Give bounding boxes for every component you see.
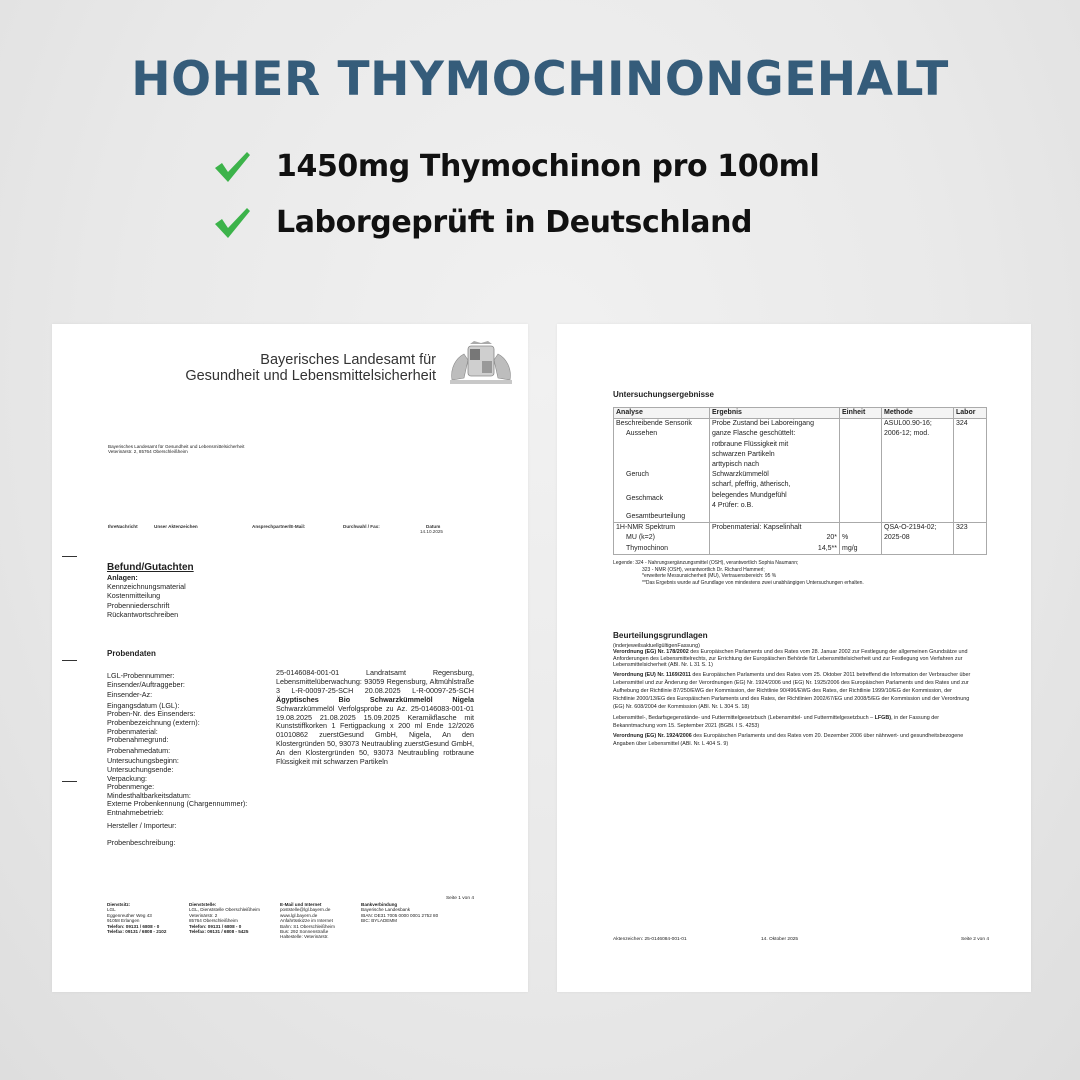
sender-line: Veterinärstr. 2, 85764 Oberschleißheim bbox=[108, 449, 188, 455]
field-label: Probenbezeichnung (extern): bbox=[107, 717, 200, 727]
headline: HOHER THYMOCHINONGEHALT bbox=[131, 52, 949, 107]
assessment-basis bbox=[613, 631, 973, 750]
table-row bbox=[614, 419, 987, 523]
methode-cell: QSA-O-2194-02; 2025-08 bbox=[882, 523, 954, 555]
einheit-cell: % mg/g bbox=[840, 523, 882, 555]
regulation-item: Verordnung (EG) Nr. 178/2002 des Europäischen Parlaments und des Rates vom 28. Januar 2002 zur Festlegung der allgemeinen Grundsätze und Anforderungen des Lebensmittelrechts, zur Errichtung der Europäischen Behörde für Lebensmittelsicherheit und zur Festlegung von Verfahren zur Lebensmittelsicherheit (ABl. Nr. L 31 S. 1) bbox=[613, 649, 968, 669]
field-label: Einsender/Auftraggeber: bbox=[107, 679, 185, 689]
sender-line: Bayerisches Landesamt für Gesundheit und Lebensmittelsicherheit bbox=[108, 444, 245, 449]
methode-cell: ASUL00.90-16; 2006-12; mod. bbox=[882, 419, 954, 523]
feature-text: 1450mg Thymochinon pro 100ml bbox=[276, 148, 820, 184]
labor-cell: 323 bbox=[954, 523, 987, 555]
sample-value-text: Schwarzkümmelöl Verfolgsprobe zu Az. 25-0146083-001-01 19.08.2025 21.08.2025 15.09.2025 Keramikflasche mit Kunststiffkorken 1 Fertigpackung x 200 ml Ende 12/2026 01010862 zuerstGesund GmbH, Nigela, An den Klostergründen 50, 93073 Neutraubling zuerstGesund GmbH, An den Klostergründen 50, 93073 Neutraubling rotbraune Flüssigkeit mit schwarzen Partikeln bbox=[276, 703, 474, 767]
field-label: Probenbeschreibung: bbox=[107, 838, 176, 848]
sample-values bbox=[276, 669, 474, 767]
column-header: Einheit bbox=[840, 408, 882, 419]
regulation-item: Lebensmittel-, Bedarfsgegenstände- und Futtermittelgesetzbuch (Lebensmittel- und Futtermittelgesetzbuch – LFGB), in der Fassung der Bekanntmachung vom 15. September 2021 (BGBl. I S. 4253) bbox=[613, 714, 940, 729]
fold-mark bbox=[62, 556, 77, 557]
table-row bbox=[614, 523, 987, 555]
section-title: Probendaten bbox=[107, 649, 156, 658]
field-label: Probenmenge: bbox=[107, 782, 155, 792]
field-label: Mindesthaltbarkeitsdatum: bbox=[107, 790, 191, 800]
table-header-row bbox=[614, 408, 987, 419]
product-name: Ägyptisches Bio Schwarzkümmelöl Nigela bbox=[276, 694, 474, 704]
attachment-item: Kennzeichnungsmaterial bbox=[107, 582, 186, 592]
check-icon bbox=[212, 146, 252, 186]
field-label: Eingangsdatum (LGL): bbox=[107, 700, 180, 710]
column-header: Analyse bbox=[614, 408, 710, 419]
check-icon bbox=[212, 202, 252, 242]
analyse-cell: Beschreibende Sensorik Aussehen Geruch Geschmack Gesamtbeurteilung bbox=[614, 419, 710, 523]
field-label: Externe Probenkennung (Chargennummer): bbox=[107, 799, 248, 809]
feature-list bbox=[212, 138, 819, 250]
authority-line: Bayerisches Landesamt für bbox=[260, 352, 436, 368]
attachment-item: Probenniederschrift bbox=[107, 600, 170, 610]
field-label: Untersuchungsende: bbox=[107, 764, 174, 774]
ref-label: Unser Aktenzeichen bbox=[154, 524, 198, 529]
page-number: Seite 2 von 4 bbox=[961, 937, 990, 942]
sender-address bbox=[108, 444, 244, 455]
section-title: Befund/Gutachten bbox=[107, 562, 194, 573]
footer-column: E-Mail und Internet poststelle@lgl.bayern.de www.lgl.bayern.de Anfahrtsskizze im Internet Bahn: S1 Oberschleißheim Bus: 292 Sonnenstraße Haltestelle: Veterinärstr. bbox=[280, 902, 335, 940]
befund-section bbox=[107, 562, 194, 619]
fold-mark bbox=[62, 660, 77, 661]
analyse-cell: 1H-NMR Spektrum MU (k=2) Thymochinon bbox=[614, 523, 710, 555]
ref-label: IhreNachricht bbox=[108, 524, 138, 529]
authority-line: Gesundheit und Lebensmittelsicherheit bbox=[185, 368, 436, 384]
attachment-item: Kostenmitteilung bbox=[107, 591, 161, 601]
field-label: Probenahmegrund: bbox=[107, 735, 169, 745]
footer-column: Dienststelle: LGL, Dienststelle Oberschleißheim Veterinärstr. 2 85764 Oberschleißheim Telefon: 09131 / 6808 - 0 Telefax: 09131 / 6808 - 5425 bbox=[189, 902, 260, 935]
lab-report-page-1 bbox=[52, 324, 528, 992]
labor-cell: 324 bbox=[954, 419, 987, 523]
lab-report-page-2 bbox=[557, 324, 1031, 992]
field-label: Probenahmedatum: bbox=[107, 745, 171, 755]
ref-label: Durchwahl / Fax: bbox=[343, 524, 380, 529]
regulation-item: Verordnung (EG) Nr. 1924/2006 des Europäischen Parlaments und des Rates vom 20. Dezember 2006 über nährwert- und gesundheitsbezogene Angaben über Lebensmittel (ABl. Nr. L 404 S. 9) bbox=[613, 733, 964, 748]
footer-column: Bankverbindung Bayerische Landesbank IBAN: DE31 7005 0000 0001 2752 80 BIC: BYLADEMM bbox=[361, 902, 439, 924]
column-header: Labor bbox=[954, 408, 987, 419]
field-label: Verpackung: bbox=[107, 773, 147, 783]
reference-row bbox=[108, 524, 448, 538]
field-label: Probenmaterial: bbox=[107, 726, 158, 736]
ref-label: Ansprechpartner/E-Mail: bbox=[252, 524, 306, 529]
grund-subtitle: (inderjeweilsaktuellgültigenFassung) bbox=[613, 643, 700, 649]
field-label: Einsender-Az: bbox=[107, 690, 153, 700]
results-table bbox=[613, 407, 987, 555]
regulation-item: Verordnung (EU) Nr. 1169/2011 des Europäischen Parlaments und des Rates vom 25. Oktober 2011 betreffend die Information der Verbraucher über Lebensmittel und zur Änderung der Verordnungen (EG) Nr. 1924/2006 und (EG) Nr. 1925/2006 des Europäischen Parlaments und des Rates und zur Aufhebung der Richtlinie 87/250/EWG der Kommission, der Richtlinie 90/496/EWG des Rates, der Richtlinie 1999/10/EG der Kommission, der Richtlinie 2000/13/EG des Europäischen Parlaments und des Rates, der Richtlinien 2002/67/EG und 2008/5/EG der Kommission und der Verordnung (EG) Nr. 608/2004 der Kommission (ABl. Nr. L 304 S. 18) bbox=[613, 671, 971, 711]
field-label: Untersuchungsbeginn: bbox=[107, 756, 179, 766]
footer-column: Dienstsitz: LGL Eggenreuther Weg 43 91058 Erlangen Telefon: 09131 / 6808 - 0 Telefax: 09131 / 6808 - 2102 bbox=[107, 902, 167, 935]
field-label: Hersteller / Importeur: bbox=[107, 820, 177, 830]
section-title: Beurteilungsgrundlagen bbox=[613, 631, 708, 640]
ref-label: Datum bbox=[426, 524, 441, 529]
field-label: Proben-Nr. des Einsenders: bbox=[107, 709, 196, 719]
feature-text: Laborgeprüft in Deutschland bbox=[276, 204, 753, 240]
page-number: Seite 1 von 4 bbox=[445, 896, 474, 901]
feature-item bbox=[212, 138, 819, 194]
feature-item bbox=[212, 194, 819, 250]
section-title: Untersuchungsergebnisse bbox=[613, 390, 714, 399]
ergebnis-cell: Probenmaterial: Kapselinhalt 20* 14,5** bbox=[710, 523, 840, 555]
field-label: LGL-Probennummer: bbox=[107, 671, 175, 680]
fold-mark bbox=[62, 781, 77, 782]
footer-date: 14. Oktober 2025 bbox=[761, 937, 799, 942]
field-label: Entnahmebetrieb: bbox=[107, 807, 164, 817]
thymochinon-value: 14,5** bbox=[817, 544, 837, 552]
authority-name bbox=[185, 352, 436, 384]
date-value: 14.10.2025 bbox=[420, 529, 443, 534]
einheit-cell bbox=[840, 419, 882, 523]
anlagen-label: Anlagen: bbox=[107, 573, 138, 582]
attachment-item: Rückantwortschreiben bbox=[107, 609, 179, 619]
column-header: Methode bbox=[882, 408, 954, 419]
column-header: Ergebnis bbox=[710, 408, 840, 419]
file-reference: Aktenzeichen: 25-0146084-001-01 bbox=[613, 937, 687, 942]
table-legend: Legende: 324 - Nahrungsergänzungsmittel (OSH), verantwortlich Sophia Naumann; 323 - NMR (OSH), verantwortlich Dr. Richard Hammerl; *erweiterte Messunsicherheit (MU), Vertrauensbereich: 95 % **Das Ergebnis wurde auf Grundlage von mindestens zwei unabhängigen Untersuchungen erhalten. bbox=[613, 560, 864, 586]
ergebnis-cell: Probe Zustand bei Laboreingang ganze Flasche geschüttelt: rotbraune Flüssigkeit mit schwarzen Partikeln arttypisch nach Schwarzkümmelöl scharf, pfeffrig, ätherisch, belegendes Mundgefühl 4 Prüfer: o.B. bbox=[710, 419, 840, 523]
sample-value-text: 25-0146084-001-01 Landratsamt Regensburg, Lebensmittelüberwachung: 93059 Regensburg, Altmühlstraße 3 L-R-00097-25-SCH 20.08.2025 L-R-00097-25-SCH bbox=[276, 668, 474, 695]
bavarian-coat-of-arms-icon bbox=[446, 340, 516, 386]
